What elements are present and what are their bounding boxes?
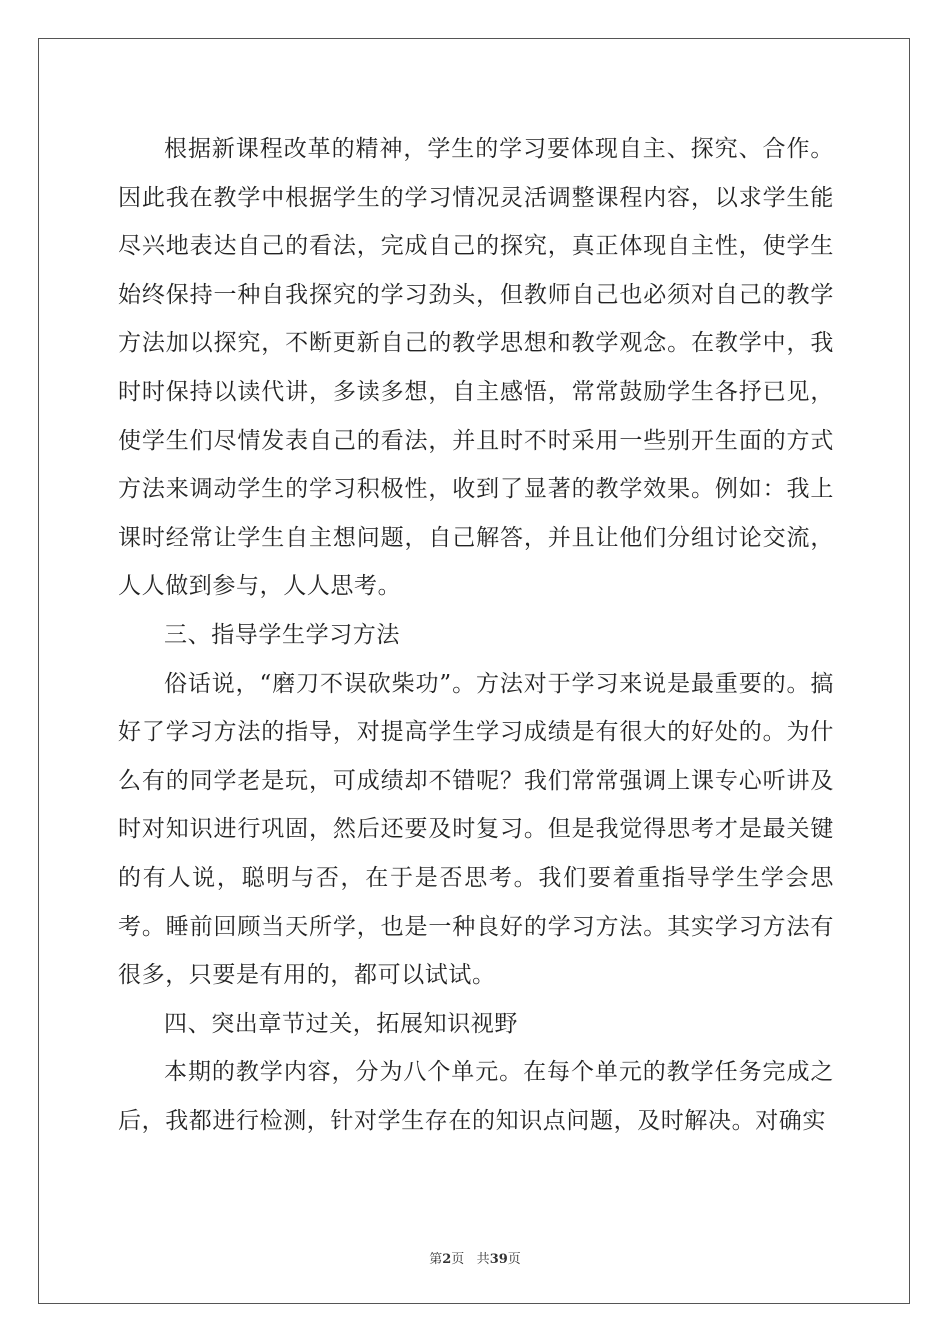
paragraph-chapter-checks: 本期的教学内容，分为八个单元。在每个单元的教学任务完成之后，我都进行检测，针对学生存在的知识点问题，及时解决。对确实 [118, 1059, 834, 1134]
footer-page-suffix: 页 [451, 1252, 465, 1267]
footer-total-pages: 39 [489, 1252, 508, 1267]
footer-total-prefix: 共 [476, 1252, 490, 1267]
paragraph-self-directed-learning: 根据新课程改革的精神，学生的学习要体现自主、探究、合作。因此我在教学中根据学生的学习情况灵活调整课程内容，以求学生能尽兴地表达自己的看法，完成自己的探究，真正体现自主性，使学生始终保持一种自我探究的学习劲头，但教师自己也必须对自己的教学方法加以探究，不断更新自己的教学思想和教学观念。在教学中，我时时保持以读代讲，多读多想，自主感悟，常常鼓励学生各抒已见，使学生们尽情发表自己的看法，并且时不时采用一些别开生面的方式方法来调动学生的学习积极性，收到了显著的教学效果。例如：我上课时经常让学生自主想问题，自己解答，并且让他们分组讨论交流，人人做到参与，人人思考。 [118, 136, 834, 600]
section-heading-study-methods: 三、指导学生学习方法 [164, 621, 400, 648]
page-footer [0, 1248, 950, 1267]
document-body [118, 125, 834, 1145]
footer-total-suffix: 页 [507, 1252, 521, 1267]
section-heading-chapter-checks: 四、突出章节过关，拓展知识视野 [164, 1010, 518, 1037]
paragraph-study-methods: 俗话说，“磨刀不误砍柴功”。方法对于学习来说是最重要的。搞好了学习方法的指导，对提高学生学习成绩是有很大的好处的。为什么有的同学老是玩，可成绩却不错呢？我们常常强调上课专心听讲及时对知识进行巩固，然后还要及时复习。但是我觉得思考才是最关键的有人说，聪明与否，在于是否思考。我们要着重指导学生学会思考。睡前回顾当天所学，也是一种良好的学习方法。其实学习方法有很多，只要是有用的，都可以试试。 [118, 670, 834, 989]
footer-page-number: 2 [442, 1252, 452, 1267]
footer-page-prefix: 第 [429, 1252, 443, 1267]
